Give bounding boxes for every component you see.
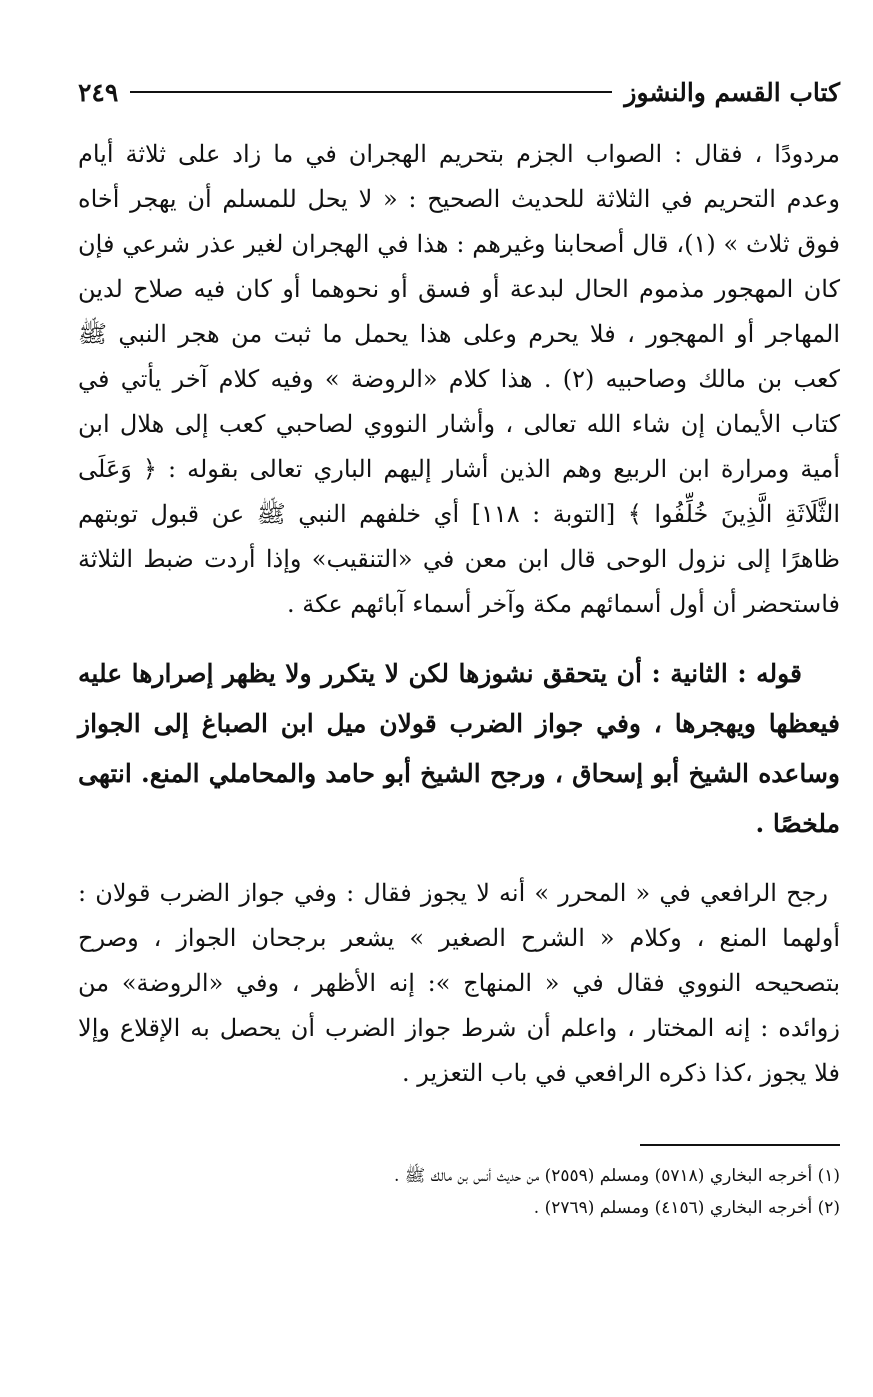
footnote-2: (٢) أخرجه البخاري (٤١٥٦) ومسلم (٢٧٦٩) . [533, 1198, 840, 1218]
header-rule [130, 91, 612, 93]
book-page [78, 70, 840, 1370]
quoted-text-paragraph: قوله : الثانية : أن يتحقق نشوزها لكن لا يتكرر ولا يظهر إصرارها عليه فيعظها ويهجرها ، وفي جواز الضرب قولان ميل ابن الصباغ إلى الجواز وساعده الشيخ أبو إسحاق ، ورجح الشيخ أبو حامد والمحاملي المنع. انتهى ملخصًا . [78, 659, 840, 838]
page-header [78, 70, 840, 114]
footnote-separator [640, 1144, 840, 1146]
footnotes [78, 1160, 840, 1224]
commentary-paragraph: رجح الرافعي في « المحرر » أنه لا يجوز فقال : وفي جواز الضرب قولان : أولهما المنع ، وكلام « الشرح الصغير » يشعر برجحان الجواز ، وصرح بتصحيحه النووي فقال في « المنهاج »: إنه الأظهر ، وفي «الروضة» من زوائده : إنه المختار ، واعلم أن شرط جواز الضرب أن يحصل به الإقلاع وإلا فلا يجوز ،كذا ذكره الرافعي في باب التعزير . [78, 879, 840, 1087]
footnote-separator-wrap [78, 1096, 840, 1146]
body-paragraph-1: مردودًا ، فقال : الصواب الجزم بتحريم الهجران في ما زاد على ثلاثة أيام وعدم التحريم في الثلاثة للحديث الصحيح : « لا يحل للمسلم أن يهجر أخاه فوق ثلاث » (١)، قال أصحابنا وغيرهم : هذا في الهجران لغير عذر شرعي فإن كان المهجور مذموم الحال لبدعة أو فسق أو نحوهما أو كان فيه صلاح لدين المهاجر أو المهجور ، فلا يحرم وعلى هذا يحمل ما ثبت من هجر النبي ﷺ كعب بن مالك وصاحبيه (٢) . هذا كلام «الروضة » وفيه كلام آخر يأتي في كتاب الأيمان إن شاء الله تعالى ، وأشار النووي لصاحبي كعب إلى هلال ابن أمية ومرارة ابن الربيع وهم الذين أشار إليهم الباري تعالى بقوله : ﴿ وَعَلَى الثَّلَاثَةِ الَّذِينَ خُلِّفُوا ﴾ [التوبة : ١١٨] أي خلفهم النبي ﷺ عن قبول توبتهم ظاهرًا إلى نزول الوحى قال ابن معن في «التنقيب» وإذا أردت ضبط الثلاثة فاستحضر أن أول أسمائهم مكة وآخر أسماء آبائهم عكة . [78, 140, 841, 618]
page-number: ٢٤٩ [78, 77, 119, 107]
footnote-1: (١) أخرجه البخاري (٥٧١٨) ومسلم (٢٥٥٩) من حديث أنس بن مالك ﷺ . [393, 1166, 840, 1186]
running-title: كتاب القسم والنشوز [624, 77, 840, 107]
